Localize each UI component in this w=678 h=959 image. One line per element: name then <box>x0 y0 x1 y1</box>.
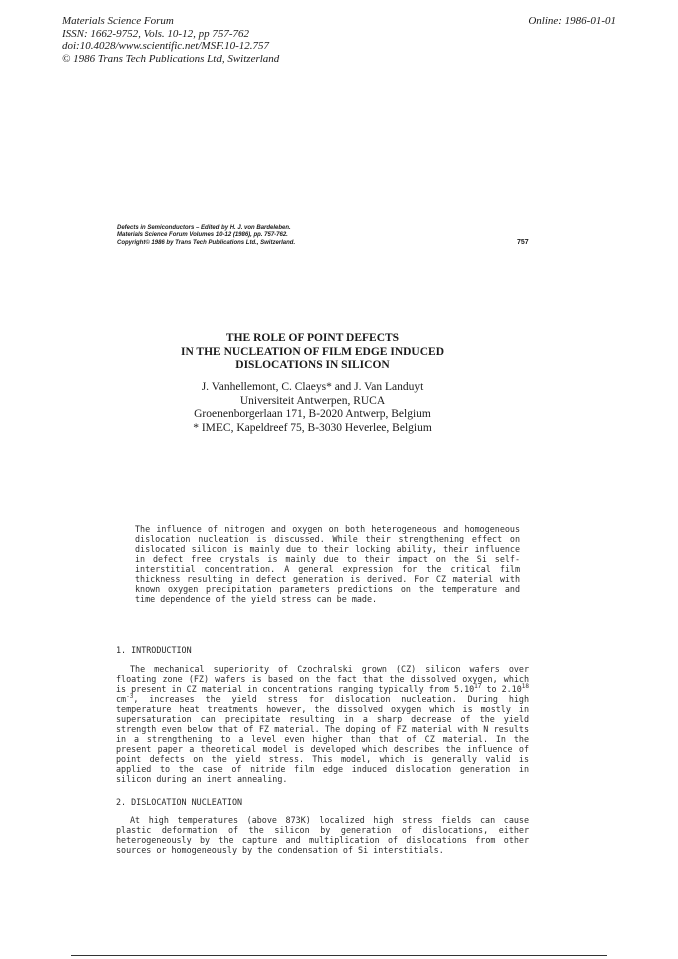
journal-name: Materials Science Forum <box>62 15 174 27</box>
introduction-paragraph <box>116 664 529 784</box>
intro-text-a: The mechanical superiority of Czochralski grown (CZ) silicon wafers over floating zone (FZ) wafers is based on the fact that the dissolved oxygen, which is present in CZ material in concentrations ranging typically from 5.10 <box>116 664 529 694</box>
section-heading-dislocation-nucleation: 2. DISLOCATION NUCLEATION <box>116 797 243 807</box>
exponent-17: 17 <box>474 683 482 691</box>
address-line-1: Groenenborgerlaan 171, B-2020 Antwerp, Belgium <box>194 408 431 420</box>
title-line-2: IN THE NUCLEATION OF FILM EDGE INDUCED <box>180 345 445 358</box>
citation-block <box>117 225 417 247</box>
bottom-rule <box>71 955 607 956</box>
title-line-1: THE ROLE OF POINT DEFECTS <box>225 332 400 344</box>
author-block <box>140 381 485 435</box>
author-names: J. Vanhellemont, C. Claeys* and J. Van Landuyt <box>201 381 424 393</box>
paper-title <box>140 332 485 373</box>
online-date: Online: 1986-01-01 <box>528 15 616 27</box>
affiliation: Universiteit Antwerpen, RUCA <box>239 394 386 407</box>
copyright-line: © 1986 Trans Tech Publications Ltd, Switzerland <box>62 52 280 65</box>
journal-header <box>62 15 279 65</box>
nucleation-paragraph: At high temperatures (above 873K) localized high stress fields can cause plastic deformation of the silicon by generation of dislocations, either heterogeneously by the capture and multiplication of dislocations from other sources or homogeneously by the condensation of Si interstitials. <box>116 815 529 855</box>
doi-line: doi:10.4028/www.scientific.net/MSF.10-12.757 <box>62 40 270 52</box>
section-heading-introduction: 1. INTRODUCTION <box>116 645 192 655</box>
citation-line-2: Materials Science Forum Volumes 10-12 (1986), pp. 757-762. <box>117 232 288 239</box>
intro-text-c: cm <box>116 694 127 704</box>
intro-text-b: to 2.10 <box>481 684 522 694</box>
citation-line-3: Copyright© 1986 by Trans Tech Publications Ltd., Switzerland. <box>117 239 296 246</box>
issn-line: ISSN: 1662-9752, Vols. 10-12, pp 757-762 <box>62 27 249 40</box>
intro-text-d: , increases the yield stress for dislocation nucleation. During high temperature heat treatments however, the dissolved oxygen which is mostly in supersaturation can precipitate resulting in a sharp decrease of the yield strength even below that of FZ material. The doping of FZ material with N results in a strengthening to a level even higher than that of CZ material. In the present paper a theoretical model is developed which describes the influence of point defects on the yield stress. This model, which is generally valid is applied to the case of nitride film edge induced dislocation generation in silicon during an inert annealing. <box>116 694 529 784</box>
page-number: 757 <box>517 239 529 246</box>
exponent-minus-3: -3 <box>126 693 134 701</box>
title-line-3: DISLOCATIONS IN SILICON <box>235 359 390 371</box>
exponent-18: 18 <box>521 683 529 691</box>
abstract: The influence of nitrogen and oxygen on both heterogeneous and homogeneous dislocation nucleation is discussed. While their strengthening effect on dislocated silicon is mainly due to their locking ability, their influence in defect free crystals is mainly due to their impact on the Si self-interstitial concentration. A general expression for the critical film thickness resulting in defect generation is derived. For CZ material with known oxygen precipitation parameters predictions on the temperature and time dependence of the yield stress can be made. <box>135 524 520 604</box>
address-line-2: * IMEC, Kapeldreef 75, B-3030 Heverlee, Belgium <box>193 421 432 434</box>
citation-line-1: Defects in Semiconductors – Edited by H. J. von Bardeleben. <box>117 225 291 231</box>
